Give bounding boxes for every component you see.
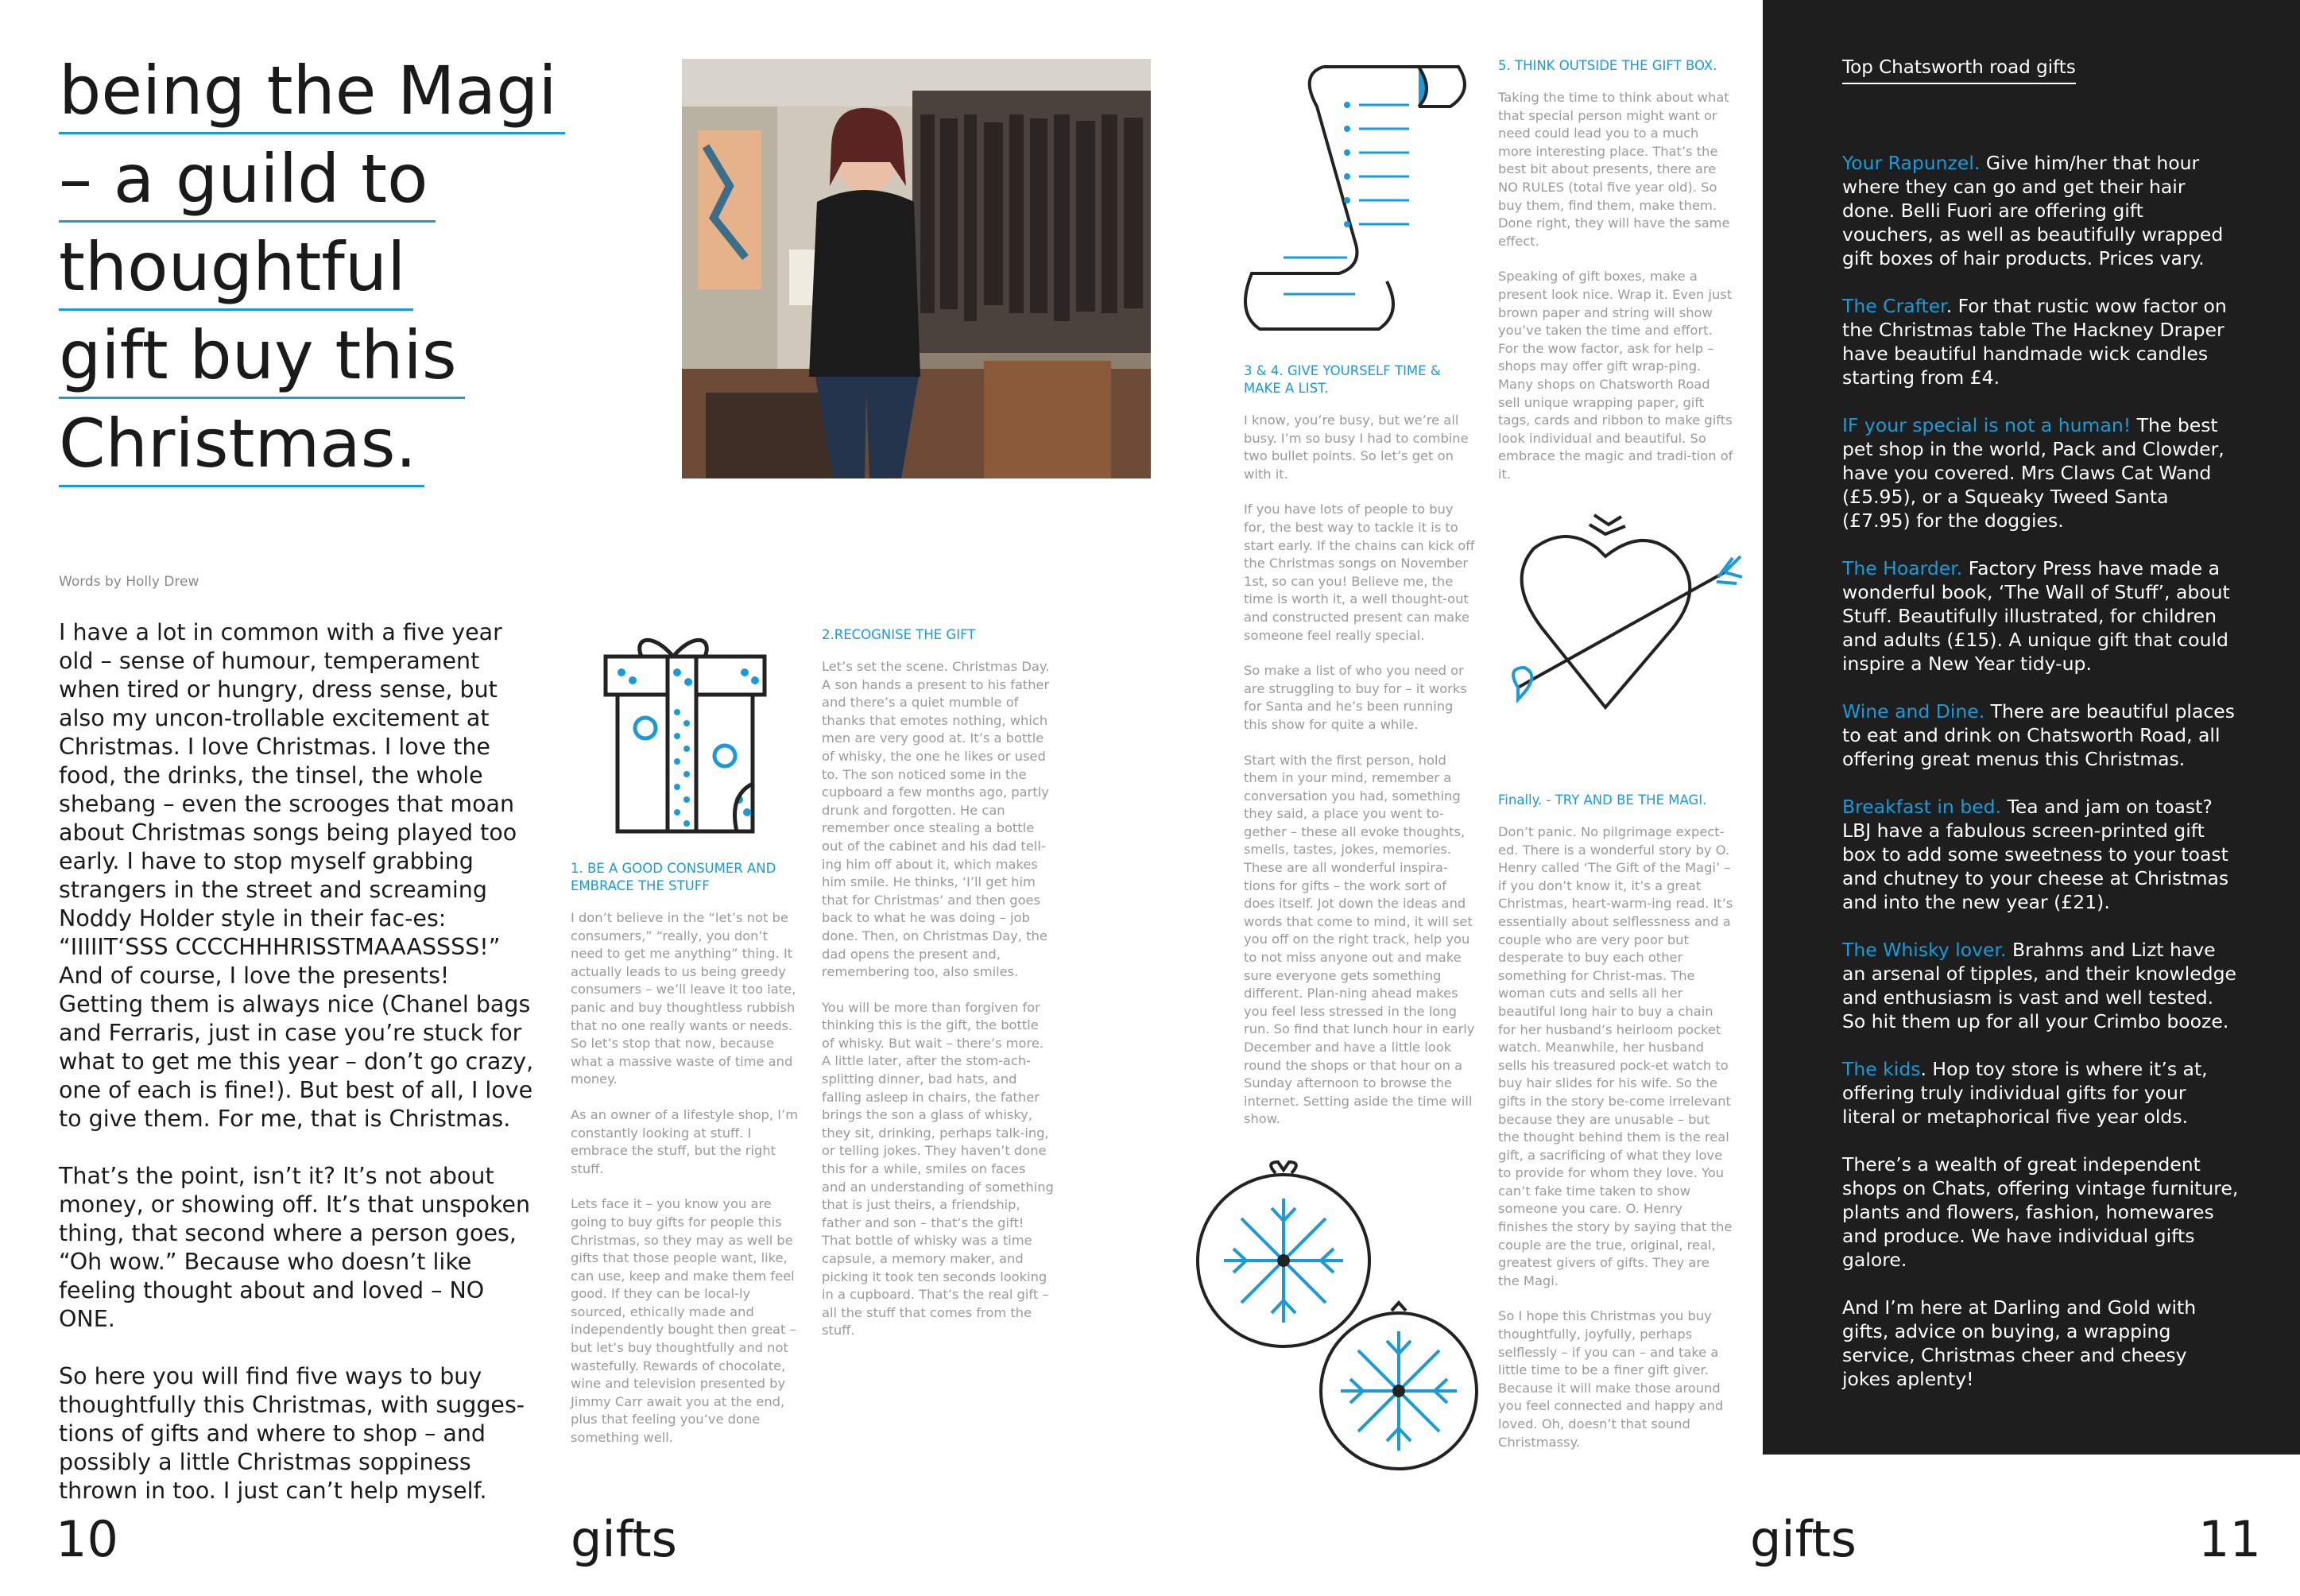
gift-box-icon: [566, 625, 780, 839]
sidebar-item: [1842, 938, 2240, 1033]
intro-paragraph: That’s the point, isn’t it? It’s not about money, or showing off. It’s that unspoken thing, that second where a person goes, “Oh wow.” Because who doesn’t like feeling thought about and loved – NO ONE.: [59, 1163, 531, 1332]
sidebar-item: [1842, 1296, 2240, 1391]
sidebar-item-text: There are beautiful places to eat and drink on Chatsworth Road, all offering great menus this Christmas.: [1842, 700, 2235, 770]
section-paragraph: So make a list of who you need or are struggling to buy for – it works for Santa and he’s been running this show for quite a while.: [1244, 663, 1467, 732]
sidebar-item-lead: Breakfast in bed.: [1842, 796, 2001, 818]
sidebar-item-text: There’s a wealth of great independent shops on Chats, offering vintage furniture, plants and flowers, fashion, homewares and produce. We have individual gifts galore.: [1842, 1153, 2239, 1271]
headline-line: thoughtful: [59, 226, 413, 311]
byline: Words by Holly Drew: [59, 574, 199, 590]
intro-paragraph: So here you will find five ways to buy thoughtfully this Christmas, with sugges-tions of gifts and where to shop – and possibly a little Christmas soppiness thrown in too. I just can’t help myself.: [59, 1363, 525, 1504]
section-paragraph: Start with the first person, hold them in your mind, remember a conversation you had, something they said, a place you went to-gether – these all evoke thoughts, smells, tastes, jokes, memories. These are all wonderful inspira-tions for gifts – the work sort of does itself. Jot down the ideas and words that come to mind, it will set you off on the right track, help you to not miss anyone out and make sure everyone gets something different. Plan-ning ahead makes you feel less stressed in the long run. So find that lunch hour in early December and have a little look round the shops or that hour on a Sunday afternoon to browse the internet. Setting aside the time will show.: [1244, 752, 1475, 1127]
headline-line: Christmas.: [59, 402, 424, 487]
sidebar-item: [1842, 1057, 2240, 1129]
sidebar-item: [1842, 699, 2240, 771]
section-heading: 2.RECOGNISE THE GIFT: [822, 627, 976, 642]
sidebar-title: Top Chatsworth road gifts: [1842, 57, 2076, 84]
section-heading: Finally. - TRY AND BE THE MAGI.: [1498, 792, 1707, 808]
sidebar-item-lead: Your Rapunzel.: [1842, 152, 1981, 174]
headline: [59, 49, 567, 490]
section-recognise: [822, 626, 1054, 1358]
sidebar-item: [1842, 1152, 2240, 1272]
section-heading: 1. BE A GOOD CONSUMER AND EMBRACE THE STUFF: [571, 861, 776, 893]
section-paragraph: I know, you’re busy, but we’re all busy. I’m so busy I had to combine two bullet points. So let’s get on with it.: [1244, 413, 1469, 482]
section-paragraph: Lets face it – you know you are going to buy gifts for people this Christmas, so they may as well be gifts that those people want, like, can use, keep and make them feel good. If they can be local-ly sourced, ethically made and independently bought then great – but let’s buy thoughtfully and not wastefully. Rewards of chocolate, wine and television presented by Jimmy Carr await you at the end, plus that feeling you’ve done something well.: [571, 1196, 796, 1446]
sidebar-item: [1842, 556, 2240, 676]
section-finally: [1498, 792, 1733, 1469]
intro-text: [59, 618, 536, 1534]
section-heading: 5. THINK OUTSIDE THE GIFT BOX.: [1498, 58, 1717, 73]
section-paragraph: As an owner of a lifestyle shop, I’m constantly looking at stuff. I embrace the stuff, but the right stuff.: [571, 1106, 799, 1176]
section-label-left: gifts: [571, 1510, 677, 1568]
sidebar-item-lead: Wine and Dine.: [1842, 700, 1985, 722]
section-label-right: gifts: [1750, 1510, 1857, 1568]
shop-owner-photo: [682, 59, 1151, 478]
sidebar-list: [1842, 151, 2240, 1415]
page-number-right: 11: [2198, 1510, 2261, 1568]
sidebar-item-lead: The Crafter: [1842, 295, 1946, 317]
section-paragraph: I don’t believe in the “let’s not be consumers,” “really, you don’t need to get me anything” thing. It actually leads to us being greedy consumers – we’ll leave it too late, panic and buy thoughtless rubbish that no one really wants or needs. So let’s stop that now, because what a massive waste of time and money.: [571, 910, 796, 1087]
sidebar-item-text: The best pet shop in the world, Pack and Clowder, have you covered. Mrs Claws Cat Wand (£5.95), or a Squeaky Tweed Santa (£7.95) for the doggies.: [1842, 414, 2224, 532]
headline-line: – a guild to: [59, 138, 436, 223]
sidebar-item: [1842, 151, 2240, 270]
headline-line: gift buy this: [59, 314, 465, 399]
sidebar-item-text: Tea and jam on toast? LBJ have a fabulous screen-printed gift box to add some sweetness to your toast and chutney to your cheese at Christmas and into the new year (£21).: [1842, 796, 2229, 913]
section-paragraph: Let’s set the scene. Christmas Day. A son hands a present to his father and there’s a quiet mumble of thanks that emotes nothing, which men are very good at. It’s a bottle of whisky, the one he likes or used to. The son noticed some in the cupboard a few months ago, partly drunk and forgotten. He can remember once stealing a bottle out of the cabinet and his dad tell-ing him off about it, which makes him smile. He thinks, ‘I’ll get him that for Christmas’ and then goes back to what he was doing – job done. Then, on Christmas Day, the dad opens the present and, remembering too, also smiles.: [822, 659, 1050, 980]
section-paragraph: Don’t panic. No pilgrimage expect-ed. There is a wonderful story by O. Henry called ‘The Gift of the Magi’ – if you don’t know it, it’s a great Christmas, heart-warm-ing read. It’s essentially about selflessness and a couple who are very poor but desperate to buy each other something for Christ-mas. The woman cuts and sells all her beautiful long hair to buy a chain for her husband’s heirloom pocket watch. Meanwhile, her husband sells his treasured pock-et watch to buy hair slides for his wife. So the gifts in the story be-come irrelevant because they are unusable – but the thought behind them is the real gift, a sacrificing of what they love to provide for whom they love. You can’t fake time taken to show someone you care. O. Henry finishes the story by saying that the couple are the true, original, real, greatest givers of gifts. They are the Magi.: [1498, 824, 1733, 1288]
sidebar-item-text: And I’m here at Darling and Gold with gifts, advice on buying, a wrapping service, Christmas cheer and cheesy jokes aplenty!: [1842, 1296, 2197, 1390]
sidebar-item: [1842, 795, 2240, 914]
sidebar-item-text: Factory Press have made a wonderful book, ‘The Wall of Stuff’, about Stuff. Beautifully illustrated, for children and adults (£15). A unique gift that could inspire a New Year tidy-up.: [1842, 557, 2230, 675]
sidebar-item-lead: IF your special is not a human!: [1842, 414, 2132, 436]
section-paragraph: So I hope this Christmas you buy thoughtfully, joyfully, perhaps selflessly – if you can – and take a little time to be a finer gift giver. Because it will make those around you feel connected and happy and loved. Oh, doesn’t that sound Christmassy.: [1498, 1308, 1724, 1450]
sidebar-item-lead: The Whisky lover.: [1842, 939, 2007, 961]
sidebar-item-text: . For that rustic wow factor on the Christmas table The Hackney Draper have beautiful handmade wick candles starting from £4.: [1842, 295, 2227, 389]
sidebar-item: [1842, 294, 2240, 389]
section-paragraph: Taking the time to think about what that special person might want or need could lead you to a much more interesting place. That’s the best bit about presents, there are NO RULES (total five year old). So buy them, find them, make them. Done right, they will have the same effect.: [1498, 90, 1730, 249]
sidebar-item-text: Give him/her that hour where they can go and get their hair done. Belli Fuori are offering gift vouchers, as well as beautifully wrapped gift boxes of hair products. Prices vary.: [1842, 152, 2224, 269]
section-paragraph: If you have lots of people to buy for, the best way to tackle it is to start early. If the chains can kick off the Christmas songs on November 1st, so can you! Believe me, the time is worth it, a well thought-out and constructed present can make someone feel really special.: [1244, 502, 1475, 643]
section-heading: 3 & 4. GIVE YOURSELF TIME & MAKE A LIST.: [1244, 363, 1441, 396]
section-consumer: [571, 860, 803, 1465]
sidebar-item-lead: The kids: [1842, 1058, 1921, 1080]
section-paragraph: Speaking of gift boxes, make a present look nice. Wrap it. Even just brown paper and string will show you’ve taken the time and effort. For the wow factor, ask for help – shops may offer gift wrap-ping. Many shops on Chatsworth Road sell unique wrapping paper, gift tags, cards and ribbon to make gifts look individual and beautiful. So embrace the magic and tradi-tion of it.: [1498, 269, 1733, 482]
sidebar-item-text: . Hop toy store is where it’s at, offering truly individual gifts for your literal or metaphorical five year olds.: [1842, 1058, 2208, 1128]
sidebar-item-text: Brahms and Lizt have an arsenal of tipples, and their knowledge and enthusiasm is vast and well tested. So hit them up for all your Crimbo booze.: [1842, 939, 2236, 1032]
snowflake-bauble-icon: [1315, 1300, 1482, 1474]
sidebar-item-lead: The Hoarder.: [1842, 557, 1963, 579]
section-outside-box: [1498, 57, 1733, 501]
page-number-left: 10: [56, 1510, 118, 1568]
section-paragraph: You will be more than forgiven for thinking this is the gift, the bottle of whisky. But wait – there’s more. A little later, after the stom-ach-splitting dinner, bad hats, and falling asleep in chairs, the father brings the son a glass of whisky, they sit, drinking, perhaps talk-ing, or telling jokes. They haven’t done this for a while, smiles on faces and an understanding of something that is just theirs, a friendship, father and son – that’s the gift! That bottle of whisky was a time capsule, a memory maker, and picking it took ten seconds looking in a cupboard. That’s the real gift – all the stuff that comes from the stuff.: [822, 999, 1054, 1338]
headline-line: being the Magi: [59, 49, 565, 134]
heart-arrow-icon: [1486, 509, 1756, 731]
intro-paragraph: I have a lot in common with a five year old – sense of humour, temperament when tired or hungry, dress sense, but also my uncon-trollable excitement at Christmas. I love Christmas. I love the food, the drinks, the tinsel, the whole shebang – even the scrooges that moan about Christmas songs being played too early. I have to stop myself grabbing strangers in the street and screaming Noddy Holder style in their fac-es: “IIIIIT‘SSS CCCCHHHRISSTMAAASSSS!” And of course, I love the presents! Getting them is always nice (Chanel bags and Ferraris, just in case you’re stuck for what to get me this year – don’t go crazy, one of each is fine!). But best of all, I love to give them. For me, that is Christmas.: [59, 619, 534, 1132]
sidebar-item: [1842, 413, 2240, 533]
section-time-list: [1244, 362, 1476, 1146]
scroll-list-icon: [1228, 59, 1482, 337]
